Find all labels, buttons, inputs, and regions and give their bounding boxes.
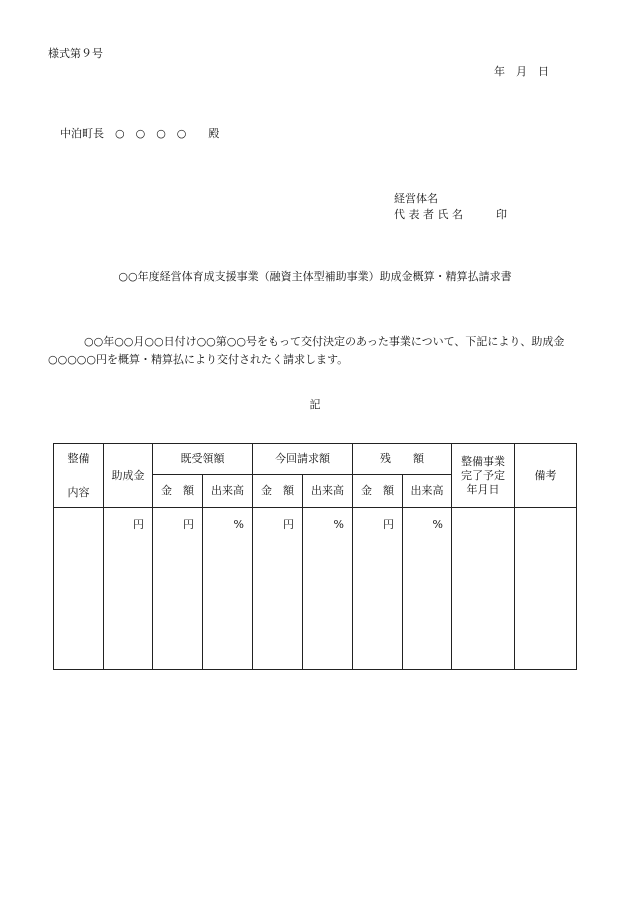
header-item-line1: 整備	[67, 451, 90, 465]
cell-remarks	[515, 508, 577, 670]
header-remarks: 備考	[515, 444, 577, 508]
document-title: ○○年度経営体育成支援事業（融資主体型補助事業）助成金概算・精算払請求書	[118, 270, 512, 283]
cell-received-amount-unit: 円	[153, 508, 203, 670]
addressee: 中泊町長 ○ ○ ○ ○ 殿	[60, 127, 220, 140]
header-remaining-amount: 金 額	[353, 475, 403, 508]
cell-received-progress-unit: %	[203, 508, 253, 670]
date-line: 年 月 日	[494, 65, 549, 78]
cell-current-amount-unit: 円	[253, 508, 303, 670]
cell-grant-unit: 円	[104, 508, 153, 670]
header-completion-line1: 整備事業	[461, 454, 505, 468]
header-completion-line2: 完了予定	[461, 468, 505, 482]
header-completion	[452, 444, 515, 508]
header-item	[54, 444, 104, 508]
applicant-representative-label: 代 表 者 氏 名 印	[394, 208, 507, 221]
cell-item	[54, 508, 104, 670]
applicant-org-label: 経営体名	[394, 192, 438, 205]
header-remaining: 残 額	[353, 444, 452, 475]
header-item-line2: 内容	[67, 485, 90, 499]
cell-current-progress-unit: %	[303, 508, 353, 670]
header-current: 今回請求額	[253, 444, 353, 475]
header-remaining-progress: 出来高	[403, 475, 452, 508]
form-number: 様式第９号	[48, 47, 103, 60]
header-grant: 助成金	[104, 444, 153, 508]
ki-heading: 記	[309, 398, 321, 411]
body-text: ○○年○○月○○日付け○○第○○号をもって交付決定のあった事業について、下記により、助成金○○○○○円を概算・精算払により交付されたく請求します。	[48, 335, 565, 366]
table-data-row	[54, 508, 577, 670]
header-current-progress: 出来高	[303, 475, 353, 508]
cell-completion	[452, 508, 515, 670]
header-received: 既受領額	[153, 444, 253, 475]
cell-remaining-amount-unit: 円	[353, 508, 403, 670]
header-completion-line3: 年月日	[466, 482, 500, 496]
claim-table	[53, 443, 577, 670]
header-received-progress: 出来高	[203, 475, 253, 508]
table-header-row-1	[54, 444, 577, 475]
header-received-amount: 金 額	[153, 475, 203, 508]
header-current-amount: 金 額	[253, 475, 303, 508]
cell-remaining-progress-unit: %	[403, 508, 452, 670]
